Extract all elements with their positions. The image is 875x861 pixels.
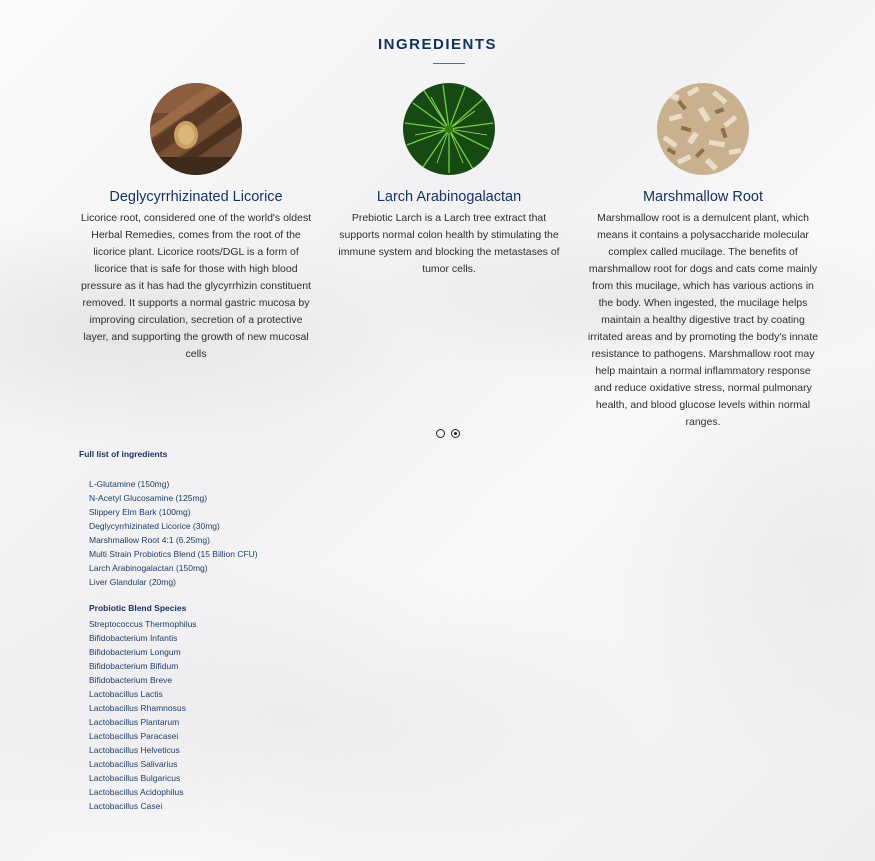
ingredient-title: Deglycyrrhizinated Licorice (109, 189, 283, 205)
licorice-root-photo (150, 83, 242, 175)
ingredient-card-licorice (80, 83, 312, 363)
list-item: Lactobacillus Casei (89, 801, 163, 811)
list-item: Marshmallow Root 4:1 (6.25mg) (89, 535, 210, 545)
larch-tree-photo (403, 83, 495, 175)
list-item: L-Glutamine (150mg) (89, 479, 170, 489)
ingredient-description: Prebiotic Larch is a Larch tree extract that supports normal colon health by stimulating the immune system and blocking the metastases of tumor cells. (338, 212, 560, 275)
ingredient-title: Larch Arabinogalactan (376, 189, 522, 205)
list-item: Multi Strain Probiotics Blend (15 Billion CFU) (89, 549, 258, 559)
list-item: Lactobacillus Acidophilus (89, 787, 184, 797)
list-item: Deglycyrrhizinated Licorice (30mg) (89, 521, 220, 531)
ingredient-description: Licorice root, considered one of the world's oldest Herbal Remedies, comes from the root of the licorice plant. Licorice roots/DGL is a form of licorice that is safe for those with high blood pressure as it has had the glycyrrhizin constituent removed. It supports a normal gastric mucosa by improving circulation, secretion of a protective layer, and supporting the growth of new mucosal cells (80, 212, 312, 360)
list-item: Bifidobacterium Bifidum (89, 661, 179, 671)
carousel-dot-2[interactable] (451, 429, 460, 438)
list-item: Lactobacillus Bulgaricus (89, 773, 181, 783)
heading-divider (433, 63, 465, 64)
marshmallow-root-photo (657, 83, 749, 175)
list-item: Bifidobacterium Infantis (89, 633, 178, 643)
ingredient-title: Marshmallow Root (642, 189, 764, 205)
ingredient-card-larch (333, 83, 565, 278)
probiotic-blend-title: Probiotic Blend Species (89, 603, 187, 613)
probiotic-list (89, 617, 197, 813)
list-item: Larch Arabinogalactan (150mg) (89, 563, 208, 573)
ingredient-list (89, 477, 258, 589)
list-item: Liver Glandular (20mg) (89, 577, 176, 587)
list-item: Slippery Elm Bark (100mg) (89, 507, 191, 517)
list-item: Bifidobacterium Breve (89, 675, 173, 685)
ingredient-card-marshmallow (587, 83, 819, 431)
ingredients-heading: INGREDIENTS (377, 36, 497, 53)
list-item: Lactobacillus Helveticus (89, 745, 180, 755)
list-item: Lactobacillus Paracasei (89, 731, 179, 741)
ingredient-description: Marshmallow root is a demulcent plant, which means it contains a polysaccharide molecular complex called mucilage. The benefits of marshmallow root for dogs and cats come mainly from this mucilage, which has various actions in the body. When ingested, the mucilage helps maintain a healthy digestive tract by coating irritated areas and by promoting the body's innate resistance to pathogens. Marshmallow root may help maintain a normal inflammatory response and reduce oxidative stress, normal pulmonary health, and blood glucose levels within normal ranges. (587, 212, 819, 428)
full-list-title: Full list of ingredients (79, 449, 168, 459)
carousel-dot-1[interactable] (436, 429, 445, 438)
list-item: Streptococcus Thermophilus (89, 619, 197, 629)
list-item: Bifidobacterium Longum (89, 647, 181, 657)
carousel-pagination (436, 429, 460, 438)
list-item: N-Acetyl Glucosamine (125mg) (89, 493, 208, 503)
list-item: Lactobacillus Rhamnosus (89, 703, 186, 713)
list-item: Lactobacillus Salivarius (89, 759, 178, 769)
list-item: Lactobacillus Lactis (89, 689, 163, 699)
list-item: Lactobacillus Plantarum (89, 717, 180, 727)
